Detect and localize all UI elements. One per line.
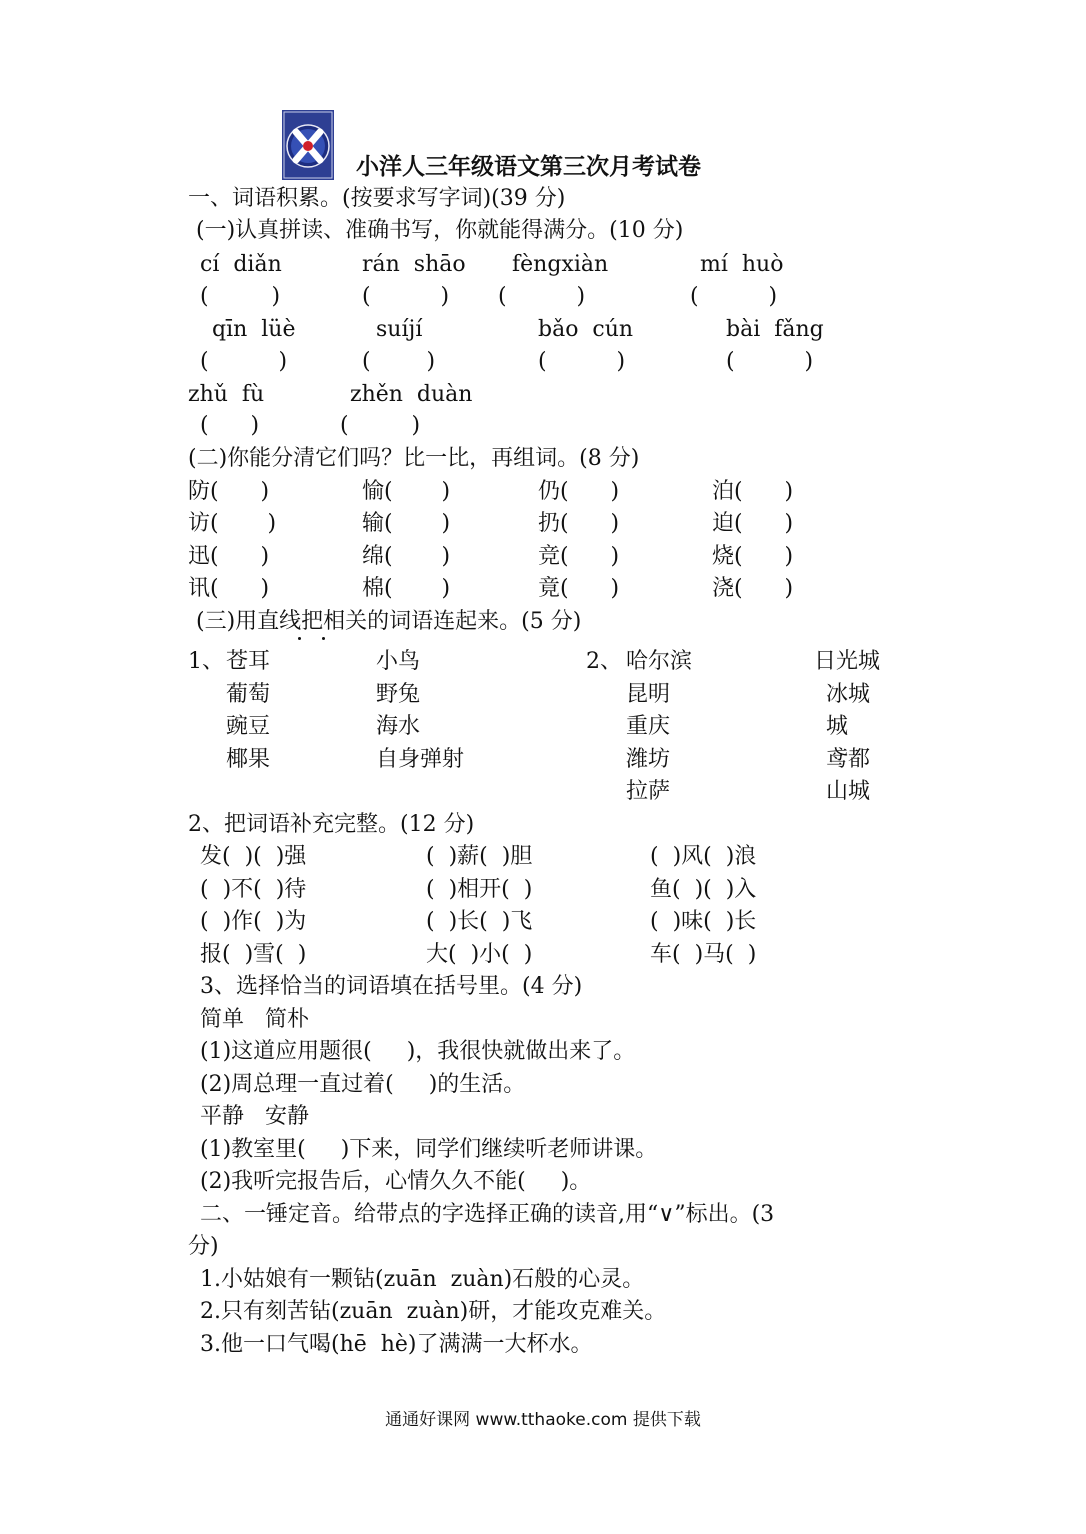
idiom-item[interactable]: 发( )( )强: [200, 844, 307, 869]
compare-word[interactable]: 讯( ): [188, 576, 270, 601]
match-right[interactable]: 自身弹射: [376, 747, 465, 772]
part-3-heading: (三)用直线把相关的词语连起来。(5 分): [196, 609, 582, 634]
pinyin-item: cí diǎn: [200, 252, 282, 277]
idiom-item[interactable]: 鱼( )( )入: [650, 877, 757, 902]
compare-word[interactable]: 防( ): [188, 479, 270, 504]
answer-bracket[interactable]: ( ): [690, 284, 778, 309]
section-1-heading: 一、词语积累。(按要求写字词)(39 分): [188, 186, 566, 211]
question-3-heading: 3、选择恰当的词语填在括号里。(4 分): [200, 974, 583, 999]
pinyin-item: suíjí: [376, 317, 423, 342]
word-pair: 平静 安静: [200, 1104, 309, 1129]
idiom-item[interactable]: ( )薪( )胆: [426, 844, 533, 869]
pinyin-item: bài fǎng: [726, 317, 824, 342]
pinyin-item: mí huò: [700, 252, 784, 277]
pinyin-item: qīn lüè: [212, 317, 296, 342]
answer-bracket[interactable]: ( ): [538, 349, 626, 374]
idiom-item[interactable]: ( )不( )待: [200, 877, 307, 902]
answer-bracket[interactable]: ( ): [200, 413, 260, 438]
word-pair: 简单 简朴: [200, 1007, 309, 1032]
pronunciation-item[interactable]: 1.小姑娘有一颗钻(zuān zuàn)石般的心灵。: [200, 1267, 645, 1292]
part-2-heading: (二)你能分清它们吗？比一比，再组词。(8 分): [188, 446, 640, 471]
school-shield-x-icon: [282, 110, 334, 180]
match-left[interactable]: 豌豆: [226, 714, 271, 739]
compare-word[interactable]: 扔( ): [538, 511, 620, 536]
idiom-item[interactable]: 大( )小( ): [426, 942, 533, 967]
compare-word[interactable]: 竟( ): [538, 576, 620, 601]
answer-bracket[interactable]: ( ): [200, 349, 288, 374]
idiom-item[interactable]: ( )风( )浪: [650, 844, 757, 869]
question-2-heading: 2、把词语补充完整。(12 分): [188, 812, 475, 837]
pronunciation-item[interactable]: 3.他一口气喝(hē hè)了满满一大杯水。: [200, 1332, 593, 1357]
page-title: 小洋人三年级语文第三次月考试卷: [356, 153, 701, 180]
compare-word[interactable]: 竞( ): [538, 544, 620, 569]
answer-bracket[interactable]: ( ): [362, 349, 436, 374]
match-left[interactable]: 重庆: [626, 714, 671, 739]
part-1-heading: (一)认真拼读、准确书写，你就能得满分。(10 分): [196, 218, 684, 243]
compare-word[interactable]: 棉( ): [362, 576, 451, 601]
pronunciation-item[interactable]: 2.只有刻苦钻(zuān zuàn)研，才能攻克难关。: [200, 1299, 667, 1324]
compare-word[interactable]: 愉( ): [362, 479, 451, 504]
match-left[interactable]: 拉萨: [626, 779, 671, 804]
footer-text: 通通好课网 www.tthaoke.com 提供下载: [385, 1410, 701, 1430]
match-left[interactable]: 葡萄: [226, 682, 271, 707]
match-right[interactable]: 冰城: [826, 682, 871, 707]
idiom-item[interactable]: 车( )马( ): [650, 942, 757, 967]
match-left[interactable]: 哈尔滨: [626, 649, 693, 674]
answer-bracket[interactable]: ( ): [498, 284, 586, 309]
match-right[interactable]: 鸢都: [826, 747, 871, 772]
compare-word[interactable]: 迫( ): [712, 511, 794, 536]
idiom-item[interactable]: ( )相开( ): [426, 877, 533, 902]
answer-bracket[interactable]: ( ): [340, 413, 421, 438]
match-right[interactable]: 日光城: [814, 649, 881, 674]
compare-word[interactable]: 浇( ): [712, 576, 794, 601]
fill-sentence[interactable]: (1)教室里( )下来，同学们继续听老师讲课。: [200, 1137, 658, 1162]
match-right[interactable]: 山城: [826, 779, 871, 804]
compare-word[interactable]: 输( ): [362, 511, 451, 536]
answer-bracket[interactable]: ( ): [200, 284, 281, 309]
match-left[interactable]: 潍坊: [626, 747, 671, 772]
match-right[interactable]: 野兔: [376, 682, 421, 707]
compare-word[interactable]: 仍( ): [538, 479, 620, 504]
match-left[interactable]: 昆明: [626, 682, 671, 707]
pinyin-item: zhěn duàn: [350, 382, 473, 407]
match-left[interactable]: 苍耳: [226, 649, 271, 674]
fill-sentence[interactable]: (2)周总理一直过着( )的生活。: [200, 1072, 526, 1097]
idiom-item[interactable]: ( )作( )为: [200, 909, 307, 934]
group-label: 1、: [188, 649, 224, 674]
fill-sentence[interactable]: (2)我听完报告后，心情久久不能( )。: [200, 1169, 592, 1194]
idiom-item[interactable]: ( )味( )长: [650, 909, 757, 934]
fill-sentence[interactable]: (1)这道应用题很( )，我很快就做出来了。: [200, 1039, 636, 1064]
match-left[interactable]: 椰果: [226, 747, 271, 772]
pinyin-item: zhǔ fù: [188, 382, 265, 407]
answer-bracket[interactable]: ( ): [362, 284, 450, 309]
answer-bracket[interactable]: ( ): [726, 349, 814, 374]
compare-word[interactable]: 绵( ): [362, 544, 451, 569]
compare-word[interactable]: 访( ): [188, 511, 277, 536]
pinyin-item: fèngxiàn: [512, 252, 609, 277]
pinyin-item: rán shāo: [362, 252, 466, 277]
compare-word[interactable]: 泊( ): [712, 479, 794, 504]
match-right[interactable]: 城: [826, 714, 849, 739]
section-2-heading: 二、一锤定音。给带点的字选择正确的读音,用“∨”标出。(3: [200, 1202, 775, 1227]
pinyin-item: bǎo cún: [538, 317, 634, 342]
match-right[interactable]: 小鸟: [376, 649, 421, 674]
section-2-heading-cont: 分): [188, 1234, 219, 1259]
group-label: 2、: [586, 649, 622, 674]
compare-word[interactable]: 迅( ): [188, 544, 270, 569]
idiom-item[interactable]: 报( )雪( ): [200, 942, 307, 967]
idiom-item[interactable]: ( )长( )飞: [426, 909, 533, 934]
compare-word[interactable]: 烧( ): [712, 544, 794, 569]
match-right[interactable]: 海水: [376, 714, 421, 739]
